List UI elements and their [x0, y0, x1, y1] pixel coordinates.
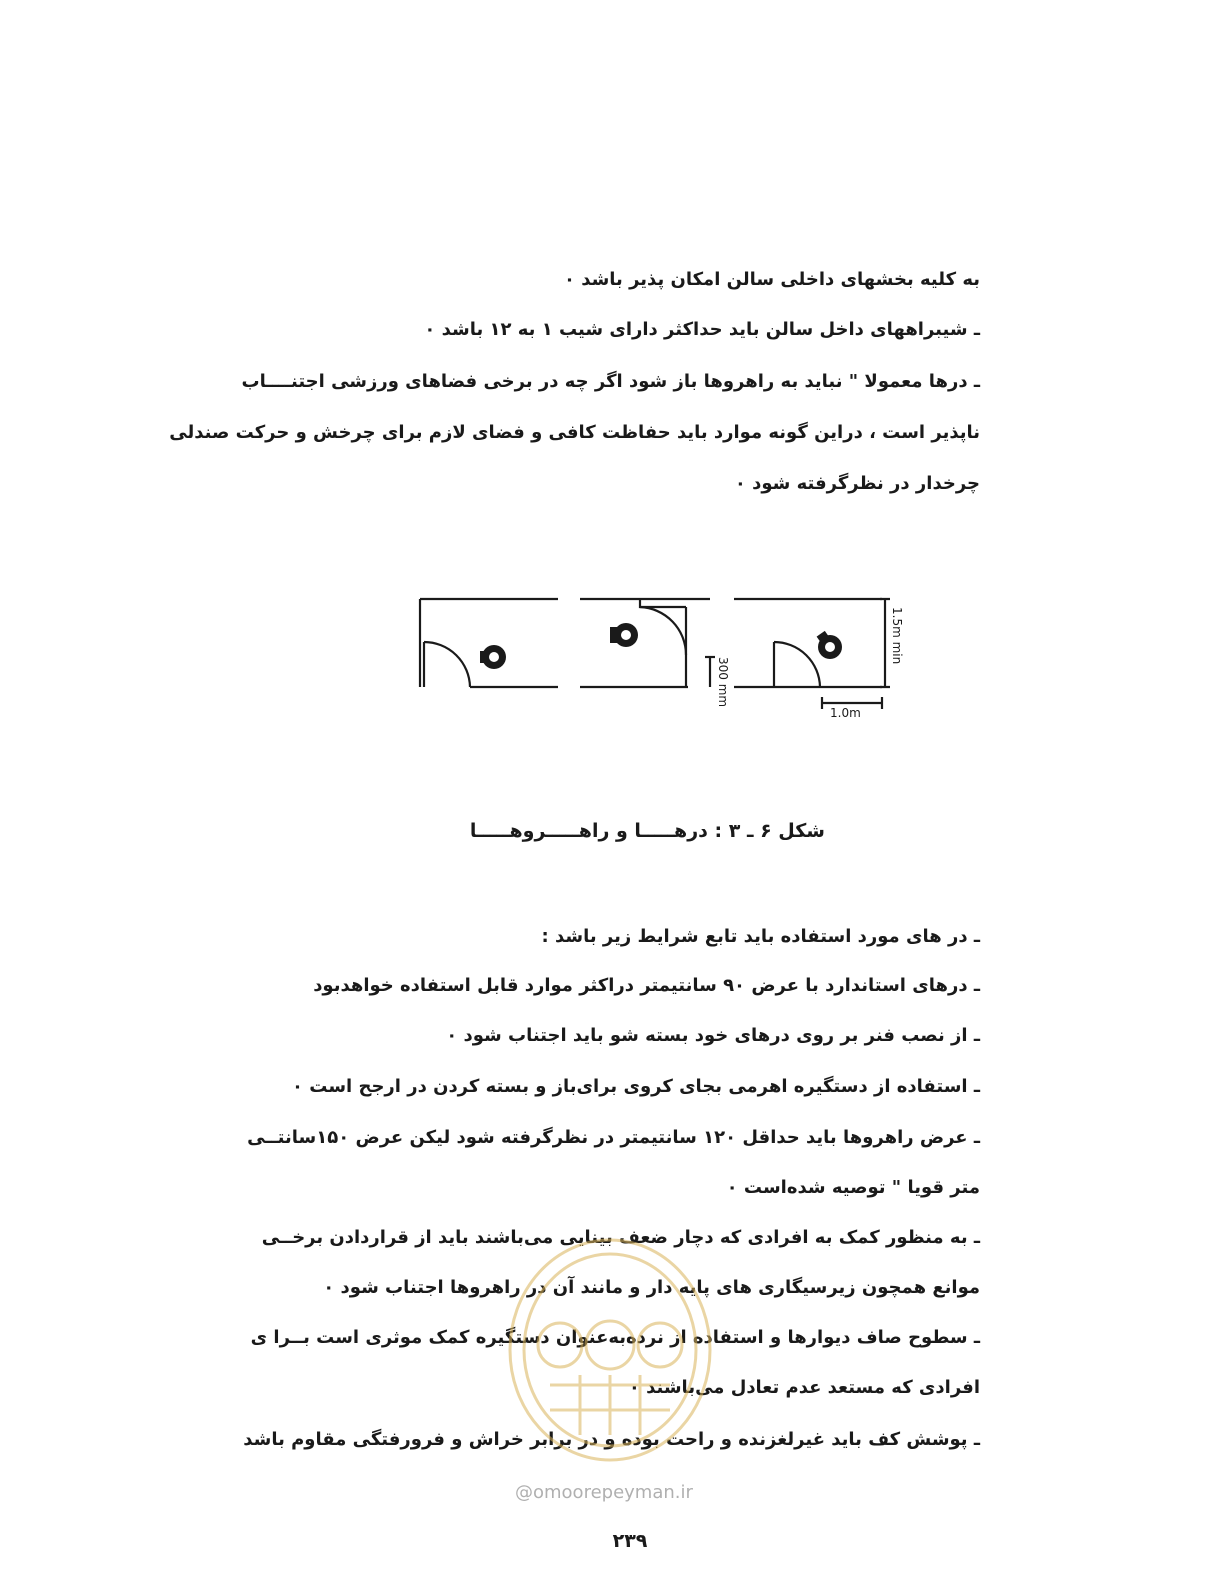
text-line-12: ـ به منظور کمک به افرادی که دچار ضعف بینایی می‌باشند باید از قراردادن برخــی [261, 1227, 980, 1248]
door-swing-arc-2 [640, 607, 686, 655]
figure-caption: شکل ۶ ـ ۳ : درهـــــا و راهـــــروهـــــا [469, 820, 825, 842]
text-line-8: ـ از نصب فنر بر روی درهای خود بسته شو باید اجتناب شود ۰ [446, 1025, 980, 1046]
text-line-13: موانع همچون زیرسیگاری های پایه دار و مانند آن در راهروها اجتناب شود ۰ [323, 1277, 980, 1298]
wheelchair-icon-2 [610, 623, 638, 647]
text-line-11: متر قویا " توصیه شده‌است ۰ [726, 1177, 980, 1198]
text-line-7: ـ درهای استاندارد با عرض ۹۰ سانتیمتر دراکثر موارد قابل استفاده خواهدبود [313, 975, 980, 996]
wheelchair-icon-3 [817, 631, 842, 659]
dim-door-label: 300 mm [716, 657, 730, 708]
doors-corridors-diagram [410, 585, 910, 725]
watermark-seal [505, 1235, 715, 1465]
door-swing-arc-1 [424, 642, 470, 687]
text-line-16: ـ پوشش کف باید غیرلغزنده و راحت بوده و در برابر خراش و فرورفتگی مقاوم باشد [243, 1429, 980, 1450]
text-line-2: ـ شیبراههای داخل سالن باید حداکثر دارای شیب ۱ به ۱۲ باشد ۰ [424, 319, 980, 340]
text-line-1: به کلیه بخشهای داخلی سالن امکان پذیر باشد ۰ [563, 269, 980, 290]
text-line-5: چرخدار در نظرگرفته شود ۰ [734, 473, 980, 494]
wheelchair-icon-1 [480, 645, 506, 669]
dim-width-label: 1.0m [830, 706, 861, 720]
door-swing-arc-3 [774, 642, 820, 687]
text-line-3: ـ درها معمولا " نباید به راهروها باز شود اگر چه در برخی فضاهای ورزشی اجتنــــاب [241, 371, 980, 392]
text-line-4: ناپذیر است ، دراین گونه موارد باید حفاظت کافی و فضای لازم برای چرخش و حرکت صندلی [169, 422, 980, 443]
text-line-14: ـ سطوح صاف دیوارها و استفاده از نرده‌به‌عنوان دستگیره کمک موثری است بــرا ی [250, 1327, 980, 1348]
text-line-6: ـ در های مورد استفاده باید تابع شرایط زیر باشد : [541, 926, 980, 947]
watermark-url: @omoorepeyman.ir [515, 1482, 693, 1503]
page-number: ۲۳۹ [612, 1530, 648, 1552]
door-recess-2 [640, 599, 686, 607]
text-line-15: افرادی که مستعد عدم تعادل می‌باشند ۰ [628, 1377, 980, 1398]
text-line-10: ـ عرض راهروها باید حداقل ۱۲۰ سانتیمتر در نظرگرفته شود لیکن عرض ۱۵۰سانتــی [247, 1127, 980, 1148]
dim-height-label: 1.5m min [890, 607, 904, 665]
text-line-9: ـ استفاده از دستگیره اهرمی بجای کروی برای‌باز و بسته کردن در ارجح است ۰ [292, 1076, 980, 1097]
